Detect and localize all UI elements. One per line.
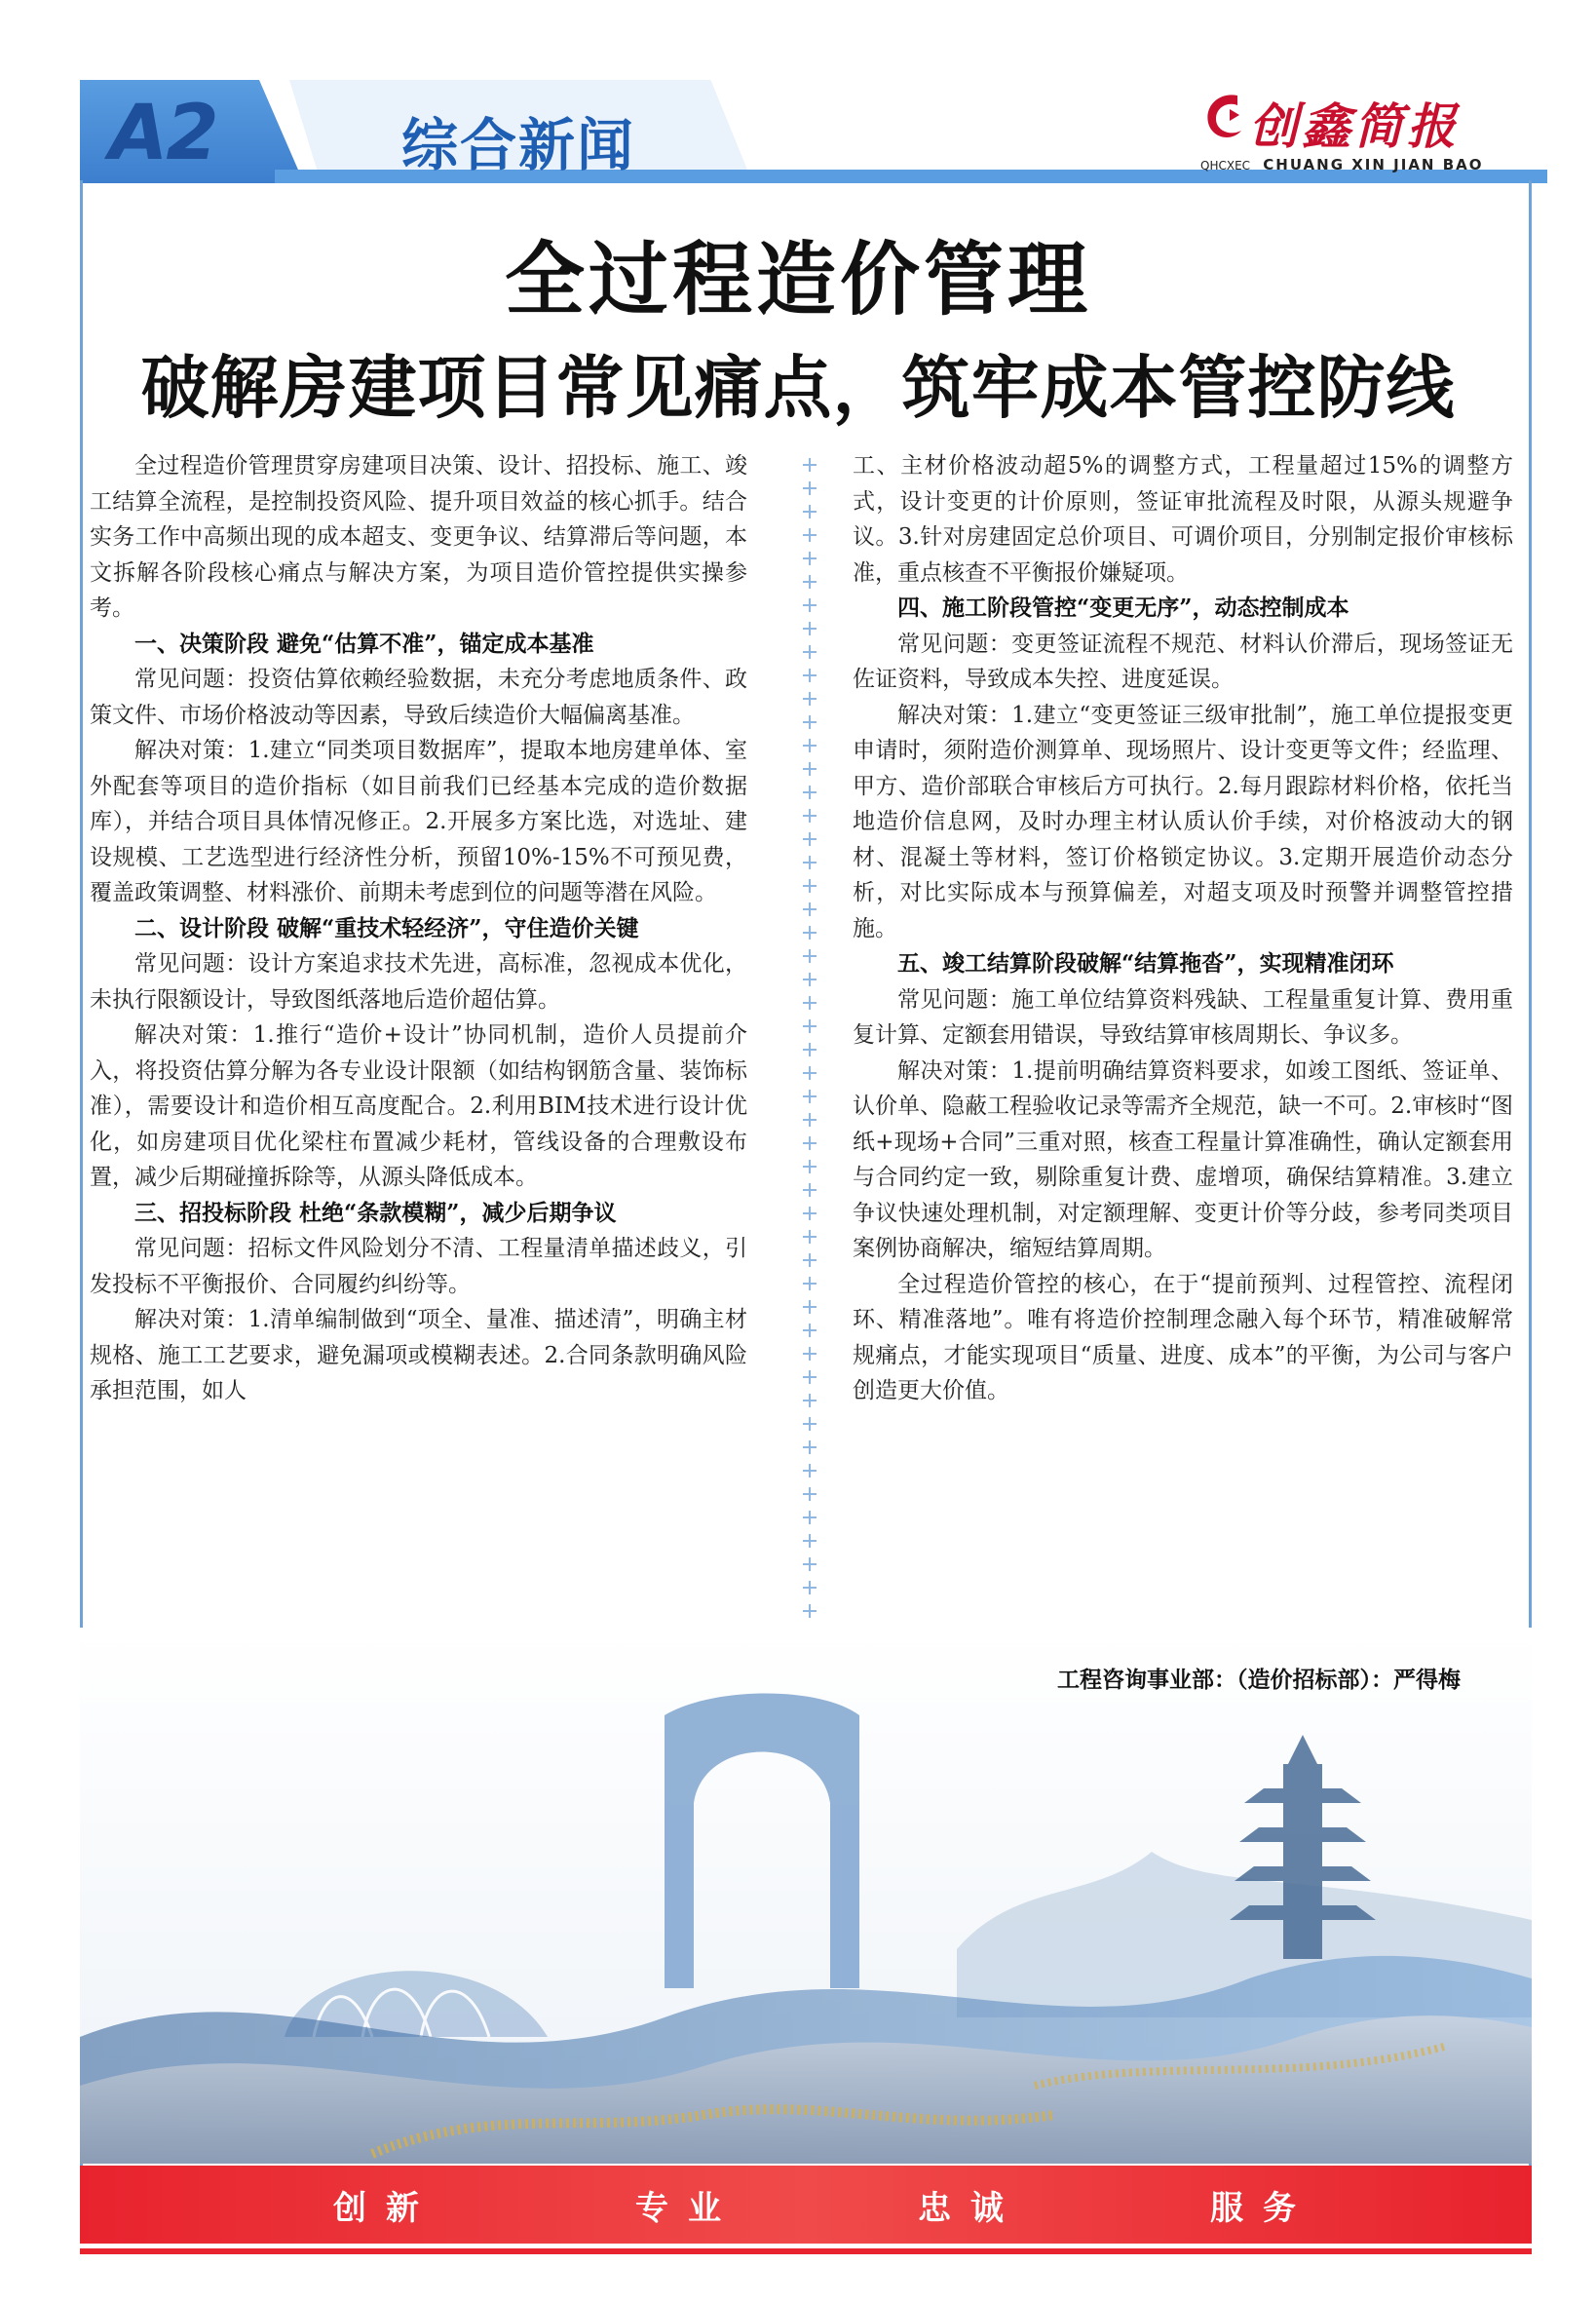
logo-chinese-name: 创鑫简报: [1249, 97, 1460, 155]
paragraph: 常见问题：设计方案追求技术先进，高标准，忽视成本优化，未执行限额设计，导致图纸落地后造价超估算。: [90, 951, 747, 1013]
author-signature: 工程咨询事业部：（造价招标部）：严得梅: [1057, 1668, 1461, 1693]
logo-english-name: [1200, 156, 1484, 173]
paragraph: 常见问题：变更签证流程不规范、材料认价滞后，现场签证无佐证资料，导致成本失控、进度延误。: [853, 631, 1513, 692]
section-name: 综合新闻: [401, 112, 636, 178]
paragraph: 常见问题：招标文件风险划分不清、工程量清单描述歧义，引发投标不平衡报价、合同履约纠纷等。: [90, 1236, 747, 1297]
column-divider: [809, 458, 811, 1676]
section-heading: 一、决策阶段 避免“估算不准”，锚定成本基准: [134, 630, 594, 657]
section-heading: 四、施工阶段管控“变更无序”，动态控制成本: [897, 595, 1349, 621]
article-left-column: [90, 448, 747, 1409]
main-title: 全过程造价管理: [504, 234, 1091, 326]
slogan-innovation: 创新: [333, 2189, 438, 2228]
paragraph: 解决对策：1.提前明确结算资料要求，如竣工图纸、签证单、认价单、隐蔽工程验收记录等需齐全规范，缺一不可。2.审核时“图纸+现场+合同”三重对照，核查工程量计算准确性，确认定额套用与合同约定一致，剔除重复计费、虚增项，确保结算精准。3.建立争议快速处理机制，对定额理解、变更计价等分歧，参考同类项目案例协商解决，缩短结算周期。: [853, 1057, 1513, 1261]
paragraph: 解决对策：1.建立“变更签证三级审批制”，施工单位提报变更申请时，须附造价测算单、现场照片、设计变更等文件；经监理、甲方、造价部联合审核后方可执行。2.每月跟踪材料价格，依托当地造价信息网，及时办理主材认质认价手续，对价格波动大的钢材、混凝土等材料，签订价格锁定协议。3.定期开展造价动态分析，对比实际成本与预算偏差，对超支项及时预警并调整管控措施。: [853, 702, 1513, 941]
paragraph: 常见问题：施工单位结算资料残缺、工程量重复计算、费用重复计算、定额套用错误，导致结算审核周期长、争议多。: [853, 986, 1513, 1048]
section-heading: 二、设计阶段 破解“重技术轻经济”，守住造价关键: [134, 914, 639, 941]
section-heading: 五、竣工结算阶段破解“结算拖沓”，实现精准闭环: [897, 950, 1394, 977]
newsletter-logo: [1200, 88, 1522, 185]
paragraph: 解决对策：1.建立“同类项目数据库”，提取本地房建单体、室外配套等项目的造价指标（如目前我们已经基本完成的造价数据库），并结合项目具体情况修正。2.开展多方案比选，对选址、建设规模、工艺选型进行经济性分析，预留10%-15%不可预见费，覆盖政策调整、材料涨价、前期未考虑到位的问题等潜在风险。: [90, 738, 747, 905]
paragraph: 工、主材价格波动超5%的调整方式，工程量超过15%的调整方式，设计变更的计价原则，签证审批流程及时限，从源头规避争议。3.针对房建固定总价项目、可调价项目，分别制定报价审核标准，重点核查不平衡报价嫌疑项。: [853, 453, 1513, 586]
sub-title: 破解房建项目常见痛点，筑牢成本管控防线: [140, 348, 1456, 428]
slogan-professional: 专业: [635, 2189, 741, 2228]
decorative-landscape-illustration: [80, 1628, 1532, 2164]
slogan-service: 服务: [1210, 2189, 1315, 2228]
paragraph: 常见问题：投资估算依赖经验数据，未充分考虑地质条件、政策文件、市场价格波动等因素，导致后续造价大幅偏离基准。: [90, 667, 747, 728]
paragraph: 全过程造价管控的核心，在于“提前预判、过程管控、流程闭环、精准落地”。唯有将造价控制理念融入每个环节，精准破解常规痛点，才能实现项目“质量、进度、成本”的平衡，为公司与客户创造更大价值。: [853, 1271, 1513, 1403]
page-code: A2: [109, 90, 217, 177]
footer-bottom-line: [80, 2248, 1532, 2254]
paragraph: 解决对策：1.推行“造价+设计”协同机制，造价人员提前介入，将投资估算分解为各专业设计限额（如结构钢筋含量、装饰标准），需要设计和造价相互高度配合。2.利用BIM技术进行设计优化，如房建项目优化梁柱布置减少耗材，管线设备的合理敷设布置，减少后期碰撞拆除等，从源头降低成本。: [90, 1022, 747, 1190]
logo-pinyin: CHUANG XIN JIAN BAO: [1263, 156, 1484, 173]
article-right-column: [853, 448, 1513, 1409]
footer-slogan-bar: [80, 2166, 1532, 2244]
slogan-loyalty: 忠诚: [918, 2189, 1023, 2228]
section-heading: 三、招投标阶段 杜绝“条款模糊”，减少后期争议: [134, 1199, 617, 1226]
logo-swirl-icon: [1200, 88, 1247, 146]
paragraph: 全过程造价管理贯穿房建项目决策、设计、招投标、施工、竣工结算全流程，是控制投资风险、提升项目效益的核心抓手。结合实务工作中高频出现的成本超支、变更争议、结算滞后等问题，本文拆解各阶段核心痛点与解决方案，为项目造价管控提供实操参考。: [90, 453, 747, 621]
paragraph: 解决对策：1.清单编制做到“项全、量准、描述清”，明确主材规格、施工工艺要求，避免漏项或模糊表述。2.合同条款明确风险承担范围，如人: [90, 1307, 747, 1403]
logo-abbr: QHCXEC: [1200, 159, 1251, 173]
